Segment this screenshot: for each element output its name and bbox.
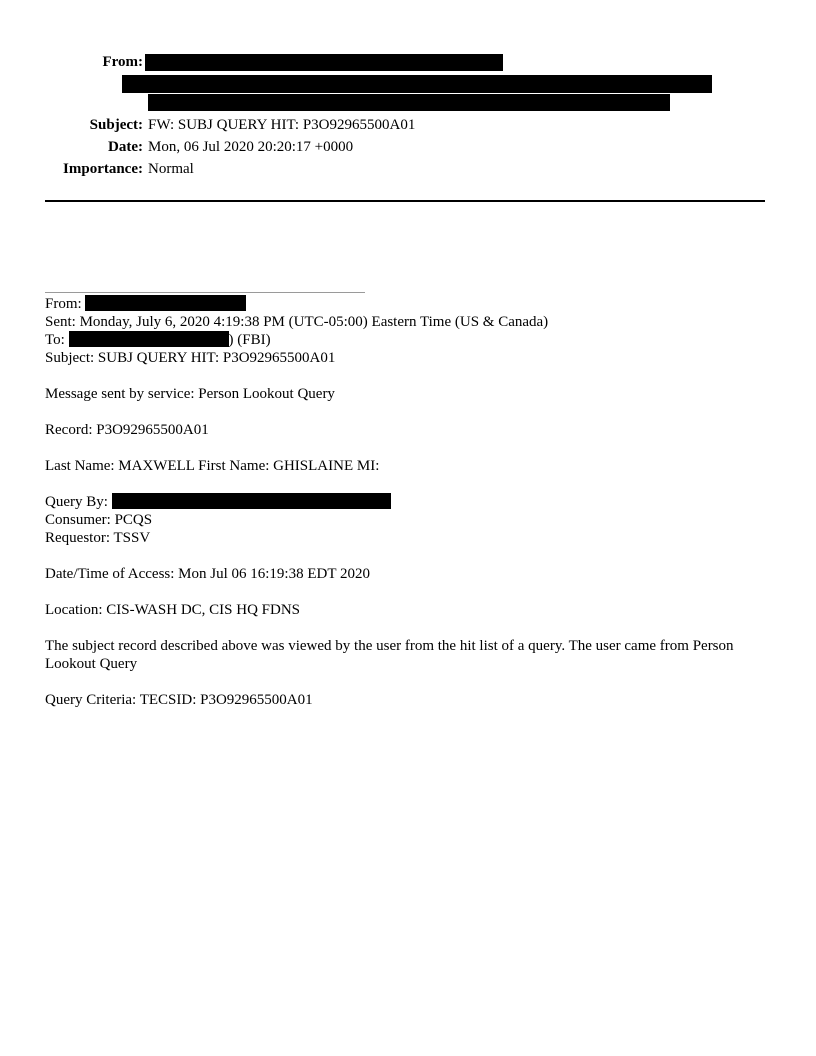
redaction-box: [112, 493, 391, 509]
forward-sent-line: Sent: Monday, July 6, 2020 4:19:38 PM (UTC-05:00) Eastern Time (US & Canada): [45, 314, 549, 330]
forward-to-suffix: ) (FBI): [228, 332, 271, 348]
header-subject-value: FW: SUBJ QUERY HIT: P3O92965500A01: [148, 117, 416, 133]
description-paragraph: The subject record described above was viewed by the user from the hit list of a query. The user came from Person Lookout Query: [45, 638, 734, 672]
forward-subject-line: Subject: SUBJ QUERY HIT: P3O92965500A01: [45, 350, 336, 366]
consumer-line: Consumer: PCQS: [45, 512, 153, 528]
redaction-box: [148, 94, 670, 111]
forward-to-line: [45, 331, 271, 349]
requestor-line: Requestor: TSSV: [45, 530, 151, 546]
header-date-value: Mon, 06 Jul 2020 20:20:17 +0000: [148, 139, 354, 155]
access-line: Date/Time of Access: Mon Jul 06 16:19:38 EDT 2020: [45, 566, 370, 582]
forward-divider: [45, 292, 365, 293]
redaction-box: [85, 295, 246, 311]
forward-from-label: From:: [45, 296, 82, 312]
header-date-label: Date:: [108, 139, 143, 155]
location-line: Location: CIS-WASH DC, CIS HQ FDNS: [45, 602, 301, 618]
forward-to-label: To:: [45, 332, 65, 348]
service-line: Message sent by service: Person Lookout Query: [45, 386, 335, 402]
header-subject-label: Subject:: [89, 117, 143, 133]
header-from-label: From:: [102, 54, 143, 70]
redaction-box: [69, 331, 229, 347]
redaction-box: [122, 75, 712, 93]
query-by-label: Query By:: [45, 494, 108, 510]
header-importance-label: Importance:: [63, 161, 143, 177]
header-importance-value: Normal: [148, 161, 194, 177]
criteria-line: Query Criteria: TECSID: P3O92965500A01: [45, 692, 313, 708]
record-line: Record: P3O92965500A01: [45, 422, 209, 438]
header-divider: [45, 200, 765, 202]
name-line: Last Name: MAXWELL First Name: GHISLAINE MI:: [45, 458, 380, 474]
redaction-box: [145, 54, 503, 71]
query-by-line: [45, 493, 391, 511]
forward-from-line: [45, 295, 246, 313]
